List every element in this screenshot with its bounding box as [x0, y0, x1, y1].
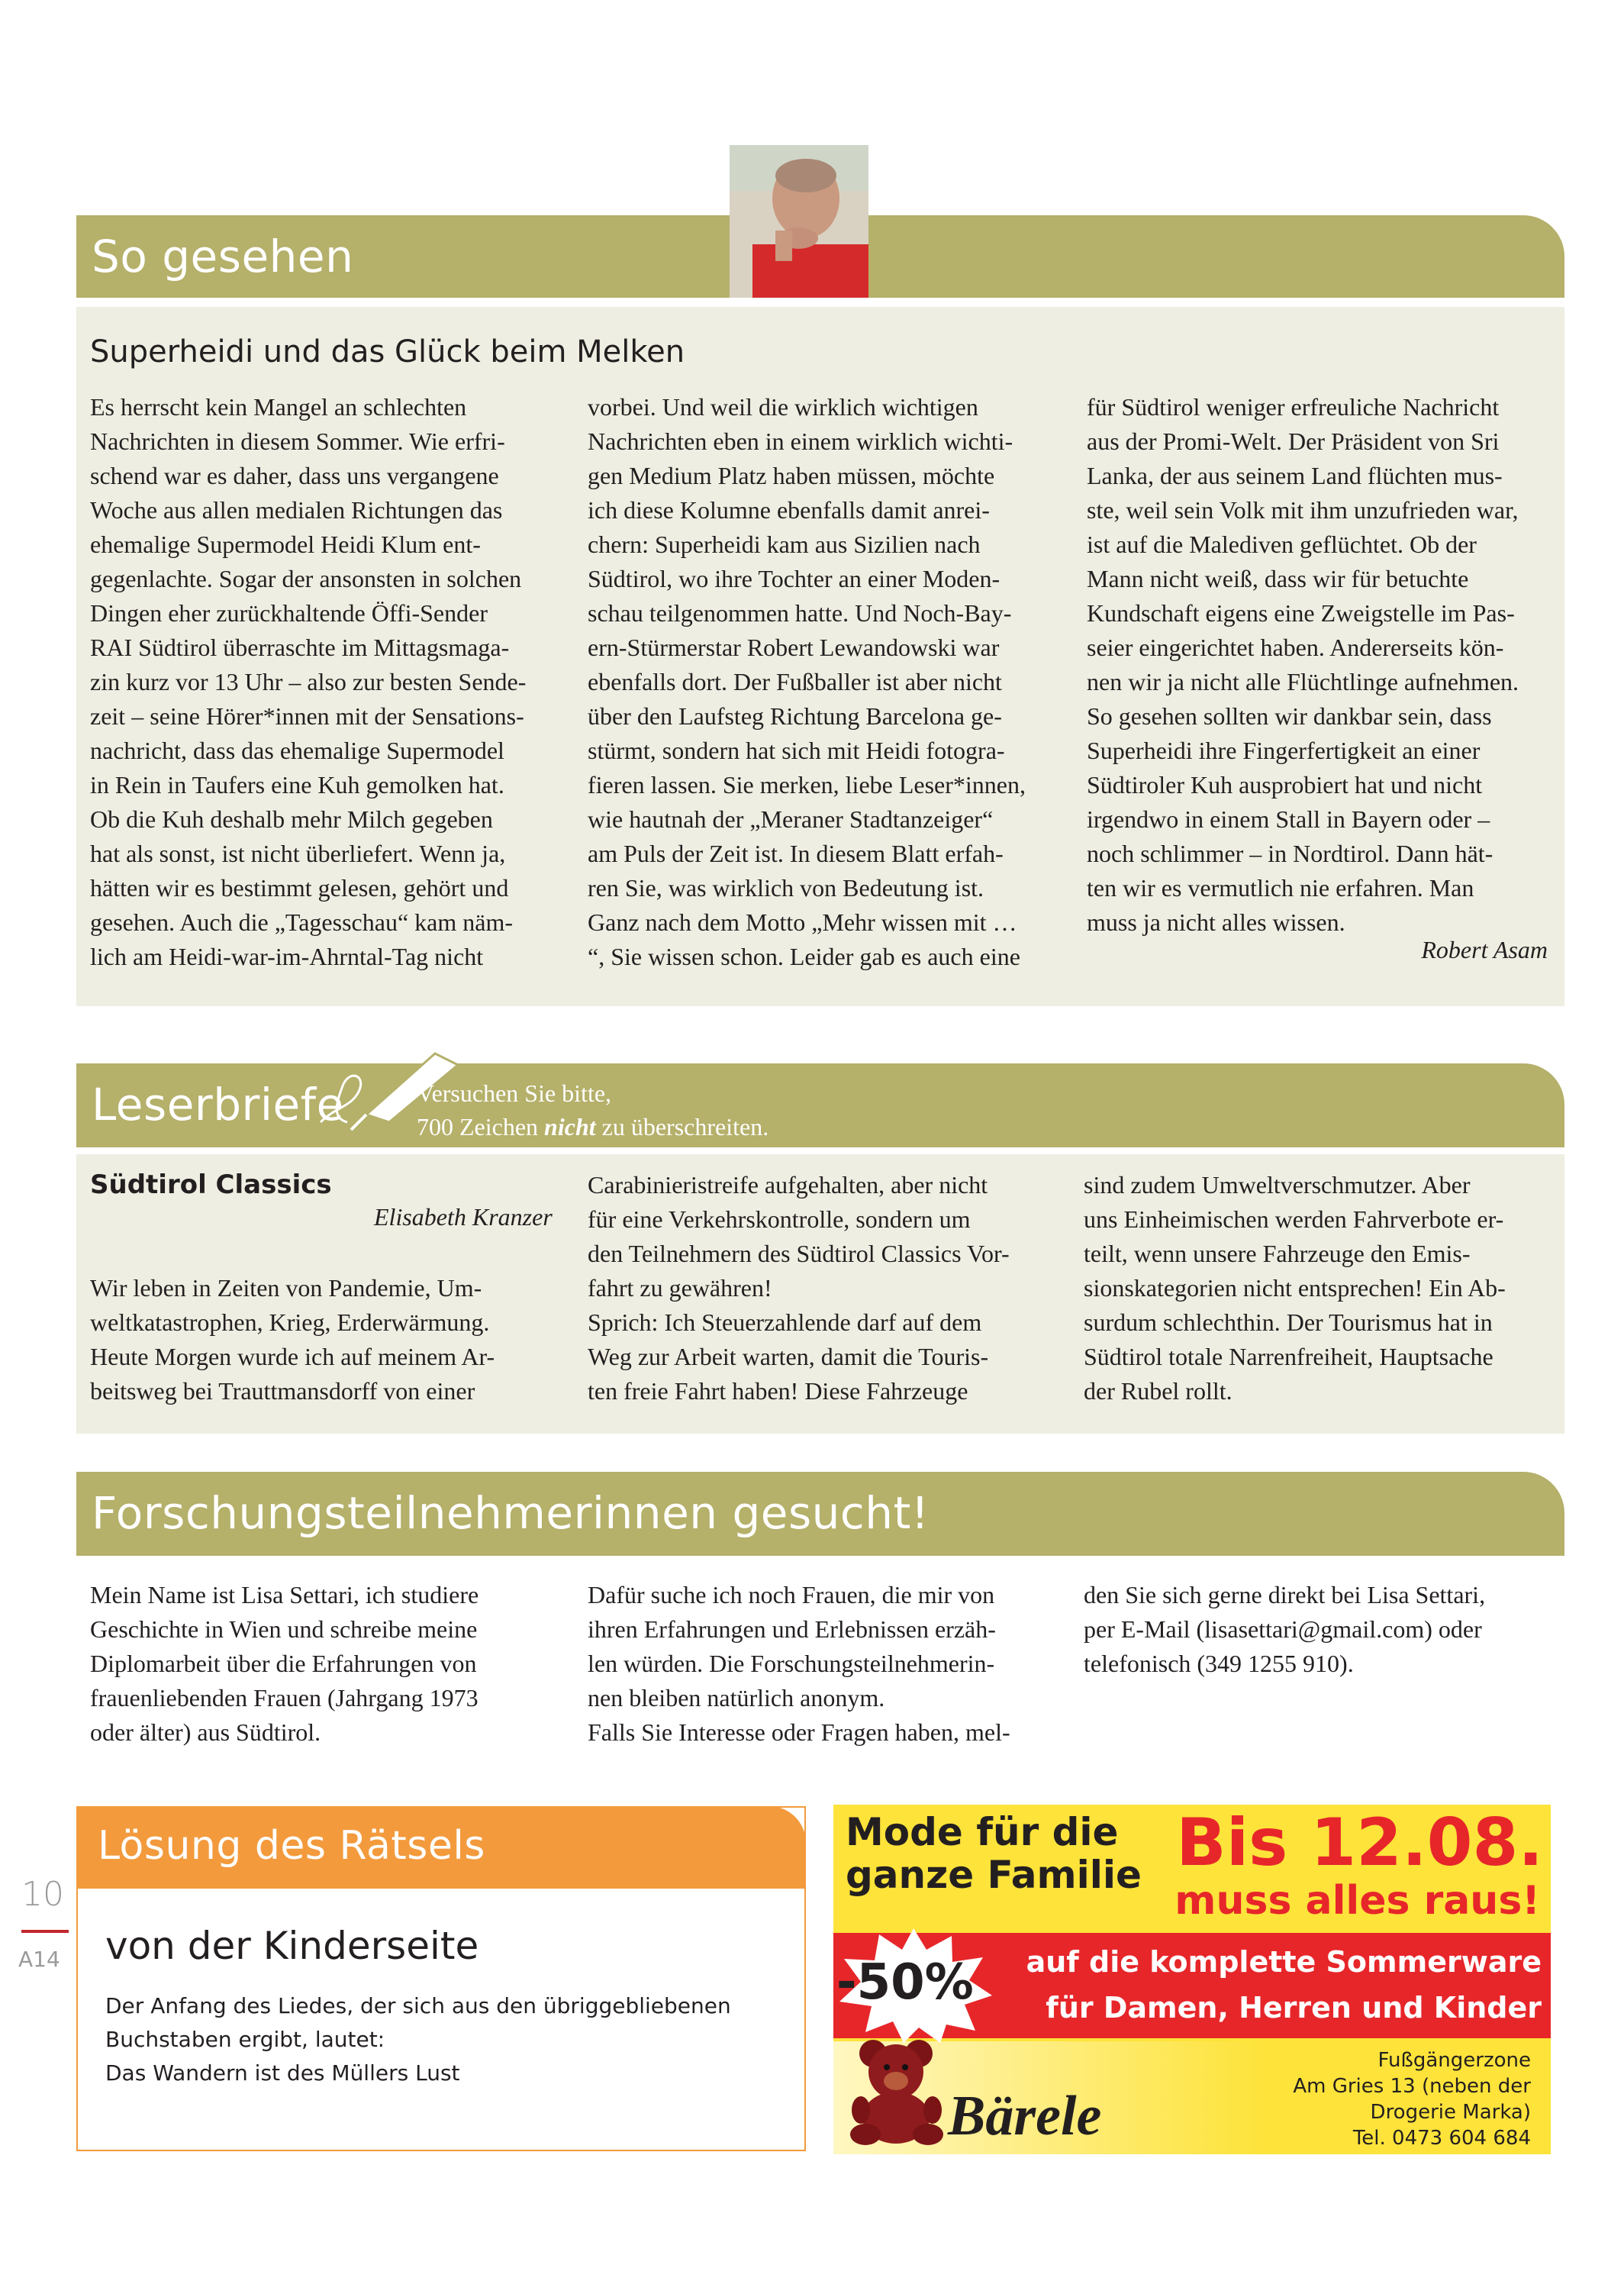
- forschung-column-3: [1084, 1578, 1557, 1681]
- ad-offer: [1015, 1939, 1542, 2031]
- text-line: Superheidi ihre Fingerfertigkeit an einer: [1087, 737, 1481, 764]
- baerele-advertisement: [833, 1805, 1551, 2154]
- so-gesehen-column-3: [1087, 390, 1552, 940]
- text-line: der Rubel rollt.: [1084, 1377, 1232, 1405]
- text-line: ste, weil sein Volk mit ihm unzufrieden war,: [1087, 496, 1519, 524]
- text-line: Carabinieristreife aufgehalten, aber nicht: [588, 1171, 988, 1199]
- text-line: Südtirol totale Narrenfreiheit, Hauptsache: [1084, 1343, 1494, 1370]
- note-post: zu überschreiten.: [595, 1113, 769, 1140]
- text-line: hat als sonst, ist nicht überliefert. Wenn ja,: [90, 840, 506, 867]
- ad-offer-line-2: für Damen, Herren und Kinder: [1046, 1991, 1542, 2025]
- text-line: ebenfalls dort. Der Fußballer ist aber nicht: [588, 668, 1002, 695]
- text-line: für eine Verkehrskontrolle, sondern um: [588, 1205, 971, 1233]
- ad-address: [1293, 2047, 1531, 2151]
- text-line: Wir leben in Zeiten von Pandemie, Um-: [90, 1274, 482, 1302]
- text-line: seier eingerichtet haben. Andererseits kön-: [1087, 634, 1504, 661]
- raetsel-header-bar: [76, 1806, 806, 1889]
- text-line: Ganz nach dem Motto „Mehr wissen mit …: [588, 908, 1017, 936]
- ad-sale-slogan: muss alles raus!: [1174, 1878, 1540, 1924]
- text-line: chern: Superheidi kam aus Sizilien nach: [588, 531, 981, 558]
- ad-brand-logo: Bärele: [948, 2085, 1102, 2147]
- text-line: Kundschaft eigens eine Zweigstelle im Pas-: [1087, 599, 1515, 627]
- author-portrait-image: [730, 145, 868, 298]
- text-line: noch schlimmer – in Nordtirol. Dann hät-: [1087, 840, 1494, 867]
- text-line: sionskategorien nicht entsprechen! Ein Ab-: [1084, 1274, 1506, 1302]
- text-line: schau teilgenommen hatte. Und Noch-Bay-: [588, 599, 1012, 627]
- text-line: nachricht, dass das ehemalige Supermodel: [90, 737, 504, 764]
- raetsel-line-1: Der Anfang des Liedes, der sich aus den übriggebliebenen: [105, 1993, 731, 2018]
- text-line: weltkatastrophen, Krieg, Erderwärmung.: [90, 1308, 490, 1336]
- ad-headline: [846, 1811, 1142, 1896]
- ad-line-1: Mode für die: [846, 1810, 1119, 1854]
- ad-phone: Tel. 0473 604 684: [1352, 2127, 1531, 2150]
- text-line: am Puls der Zeit ist. In diesem Blatt erfah-: [588, 840, 1004, 867]
- leserbriefe-note: [417, 1076, 768, 1144]
- text-line: surdum schlechthin. Der Tourismus hat in: [1084, 1308, 1493, 1336]
- text-line: Nachrichten eben in einem wirklich wichti-: [588, 427, 1013, 455]
- leserbriefe-column-1: [90, 1271, 556, 1408]
- text-line: gesehen. Auch die „Tagesschau“ kam näm-: [90, 908, 513, 936]
- forschung-column-2: [588, 1578, 1053, 1750]
- text-line: nen wir ja nicht alle Flüchtlinge aufnehmen.: [1087, 668, 1519, 695]
- text-line: So gesehen sollten wir dankbar sein, dass: [1087, 702, 1492, 730]
- text-line: Heute Morgen wurde ich auf meinem Ar-: [90, 1343, 495, 1370]
- text-line: hätten wir es bestimmt gelesen, gehört und: [90, 874, 509, 902]
- text-line: len würden. Die Forschungsteilnehmerin-: [588, 1650, 995, 1677]
- text-line: “, Sie wissen schon. Leider gab es auch eine: [588, 943, 1020, 970]
- raetsel-title: Lösung des Rätsels: [98, 1823, 485, 1869]
- text-line: Sprich: Ich Steuerzahlende darf auf dem: [588, 1308, 982, 1336]
- text-line: irgendwo in einem Stall in Bayern oder –: [1087, 805, 1490, 833]
- text-line: sind zudem Umweltverschmutzer. Aber: [1084, 1171, 1471, 1199]
- text-line: lich am Heidi-war-im-Ahrntal-Tag nicht: [90, 943, 484, 970]
- text-line: Weg zur Arbeit warten, damit die Touris-: [588, 1343, 989, 1370]
- text-line: muss ja nicht alles wissen.: [1087, 908, 1345, 936]
- ad-address-line-2: Am Gries 13 (neben der: [1293, 2075, 1531, 2098]
- text-line: ehemalige Supermodel Heidi Klum ent-: [90, 531, 481, 558]
- text-line: RAI Südtirol überraschte im Mittagsmaga-: [90, 634, 510, 661]
- raetsel-text: [105, 1989, 731, 2090]
- text-line: telefonisch (349 1255 910).: [1084, 1650, 1354, 1677]
- text-line: teilt, wenn unsere Fahrzeuge den Emis-: [1084, 1240, 1471, 1267]
- text-line: Falls Sie Interesse oder Fragen haben, mel-: [588, 1718, 1010, 1746]
- text-line: Mein Name ist Lisa Settari, ich studiere: [90, 1581, 479, 1608]
- ad-date: Bis 12.08.: [1176, 1805, 1543, 1881]
- text-line: Dingen eher zurückhaltende Öffi-Sender: [90, 599, 488, 627]
- text-line: ich diese Kolumne ebenfalls damit anrei-: [588, 496, 990, 524]
- leserbriefe-headline: Südtirol Classics: [90, 1170, 332, 1200]
- leserbriefe-author: Elisabeth Kranzer: [374, 1203, 553, 1231]
- text-line: ten freie Fahrt haben! Diese Fahrzeuge: [588, 1377, 968, 1405]
- leserbriefe-note-line-1: Versuchen Sie bitte,: [417, 1079, 612, 1107]
- forschung-title: Forschungsteilnehmerinnen gesucht!: [92, 1487, 930, 1539]
- text-line: aus der Promi-Welt. Der Präsident von Sri: [1087, 427, 1500, 455]
- text-line: den Teilnehmern des Südtirol Classics Vor-: [588, 1240, 1010, 1267]
- text-line: stürmt, sondern hat sich mit Heidi fotogra-: [588, 737, 1005, 764]
- so-gesehen-author: Robert Asam: [1421, 936, 1548, 963]
- text-line: Ob die Kuh deshalb mehr Milch gegeben: [90, 805, 493, 833]
- text-line: Lanka, der aus seinem Land flüchten mus-: [1087, 462, 1503, 489]
- text-line: Diplomarbeit über die Erfahrungen von: [90, 1650, 477, 1677]
- teddy-bear-icon: [843, 2034, 957, 2148]
- so-gesehen-column-1: [90, 390, 556, 974]
- text-line: vorbei. Und weil die wirklich wichtigen: [588, 393, 978, 421]
- text-line: uns Einheimischen werden Fahrverbote er-: [1084, 1205, 1504, 1233]
- text-line: über den Laufsteg Richtung Barcelona ge-: [588, 702, 1002, 730]
- author-photo: [730, 145, 868, 298]
- text-line: ren Sie, was wirklich von Bedeutung ist.: [588, 874, 984, 902]
- text-line: fieren lassen. Sie merken, liebe Leser*innen,: [588, 771, 1026, 799]
- ad-address-line-1: Fußgängerzone: [1378, 2049, 1531, 2072]
- so-gesehen-title: So gesehen: [92, 231, 354, 282]
- so-gesehen-headline: Superheidi und das Glück beim Melken: [90, 334, 685, 369]
- text-line: wie hautnah der „Meraner Stadtanzeiger“: [588, 805, 994, 833]
- so-gesehen-column-2: [588, 390, 1053, 974]
- text-line: ten wir es vermutlich nie erfahren. Man: [1087, 874, 1474, 902]
- text-line: den Sie sich gerne direkt bei Lisa Settari,: [1084, 1581, 1486, 1608]
- text-line: per E-Mail (lisasettari@gmail.com) oder: [1084, 1615, 1482, 1643]
- raetsel-line-3: Das Wandern ist des Müllers Lust: [105, 2060, 460, 2086]
- forschung-header-bar: [76, 1472, 1564, 1556]
- leserbriefe-title: Leserbriefe: [92, 1079, 344, 1131]
- text-line: Südtirol, wo ihre Tochter an einer Moden-: [588, 565, 1000, 592]
- text-line: zin kurz vor 13 Uhr – also zur besten Sende-: [90, 668, 527, 695]
- text-line: ihren Erfahrungen und Erlebnissen erzäh-: [588, 1615, 996, 1643]
- text-line: in Rein in Taufers eine Kuh gemolken hat.: [90, 771, 504, 799]
- text-line: Es herrscht kein Mangel an schlechten: [90, 393, 467, 421]
- leserbriefe-column-3: [1084, 1168, 1557, 1408]
- text-line: fahrt zu gewähren!: [588, 1274, 772, 1302]
- text-line: oder älter) aus Südtirol.: [90, 1718, 321, 1746]
- page-number: 10: [21, 1875, 64, 1914]
- leserbriefe-header-bar: [76, 1063, 1564, 1147]
- text-line: ist auf die Malediven geflüchtet. Ob der: [1087, 531, 1477, 558]
- forschung-column-1: [90, 1578, 556, 1750]
- text-line: für Südtirol weniger erfreuliche Nachricht: [1087, 393, 1500, 421]
- text-line: beitsweg bei Trauttmansdorff von einer: [90, 1377, 475, 1405]
- text-line: Südtiroler Kuh ausprobiert hat und nicht: [1087, 771, 1483, 799]
- ad-discount: -50%: [836, 1954, 974, 2011]
- text-line: schend war es daher, dass uns vergangene: [90, 462, 499, 489]
- text-line: Woche aus allen medialen Richtungen das: [90, 496, 503, 524]
- text-line: Dafür suche ich noch Frauen, die mir von: [588, 1581, 995, 1608]
- ad-line-2: ganze Familie: [846, 1853, 1142, 1897]
- text-line: gen Medium Platz haben müssen, möchte: [588, 462, 995, 489]
- leserbriefe-column-2: [588, 1168, 1053, 1408]
- note-pre: 700 Zeichen: [417, 1113, 545, 1140]
- raetsel-subtitle: von der Kinderseite: [105, 1924, 479, 1968]
- text-line: Nachrichten in diesem Sommer. Wie erfri-: [90, 427, 505, 455]
- text-line: ern-Stürmerstar Robert Lewandowski war: [588, 634, 1000, 661]
- raetsel-line-2: Buchstaben ergibt, lautet:: [105, 2027, 385, 2052]
- leserbriefe-note-line-2: [417, 1110, 768, 1144]
- text-line: zeit – seine Hörer*innen mit der Sensations-: [90, 702, 524, 730]
- text-line: frauenliebenden Frauen (Jahrgang 1973: [90, 1684, 478, 1712]
- text-line: Geschichte in Wien und schreibe meine: [90, 1615, 478, 1643]
- page-number-divider: [21, 1930, 69, 1933]
- text-line: nen bleiben natürlich anonym.: [588, 1684, 885, 1712]
- ad-address-line-3: Drogerie Marka): [1370, 2101, 1531, 2124]
- text-line: gegenlachte. Sogar der ansonsten in solchen: [90, 565, 522, 592]
- note-emphasis: nicht: [544, 1113, 596, 1140]
- text-line: Mann nicht weiß, dass wir für betuchte: [1087, 565, 1469, 592]
- edition-label: A14: [18, 1947, 60, 1972]
- ad-offer-line-1: auf die komplette Sommerware: [1026, 1945, 1542, 1979]
